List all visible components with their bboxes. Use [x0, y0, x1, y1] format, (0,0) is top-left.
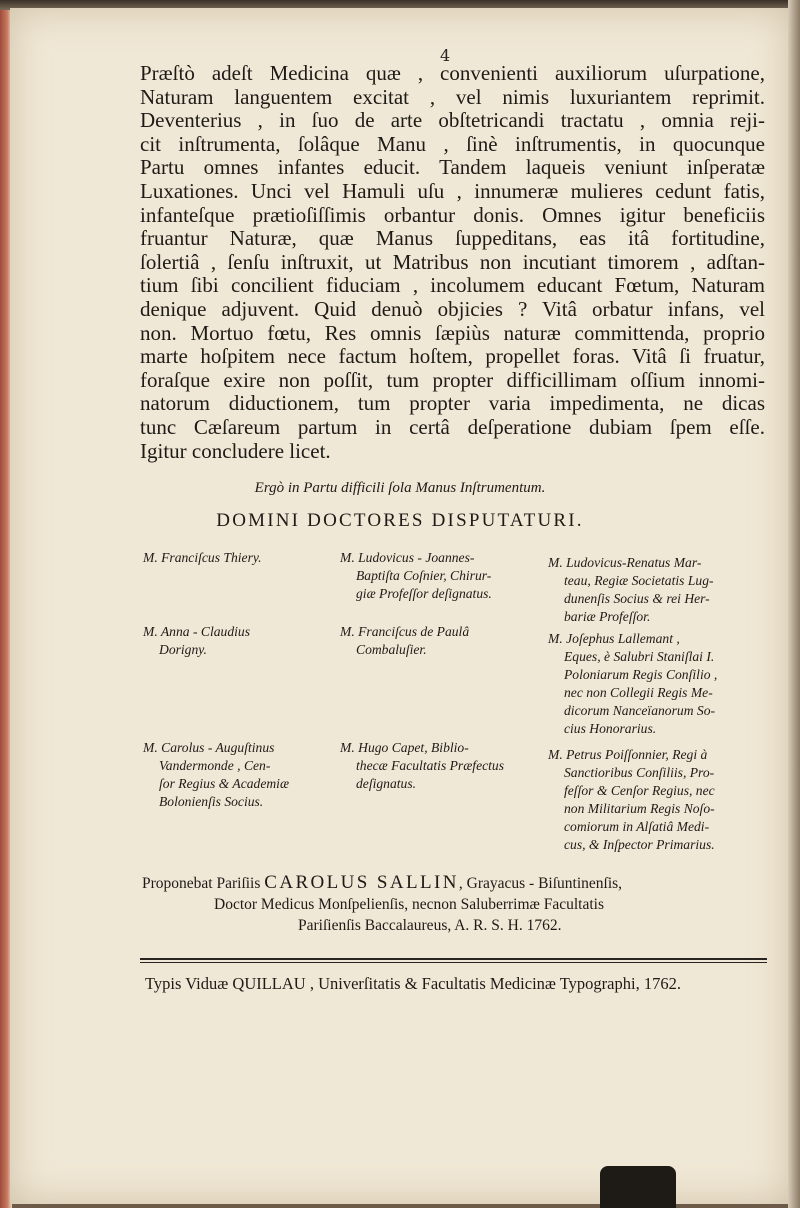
- doctor-line: bariæ Profeſſor.: [564, 609, 651, 624]
- body-line: cit inſtrumenta, ſolâque Manu , ſinè inſtrumentis, in quocunque: [140, 131, 765, 156]
- doctor-line: Poloniarum Regis Conſilio ,: [564, 667, 718, 682]
- doctor-line: M. Petrus Poiſſonnier, Regi à: [548, 747, 708, 762]
- doctor-line: Eques, è Salubri Staniſlai I.: [564, 649, 715, 664]
- body-line: foraſque exire non poſſit, tum propter difficillimam oſſium innomi-: [140, 367, 765, 392]
- body-line: Deventerius , in ſuo de arte obſtetricandi tractatu , omnia reji-: [140, 108, 765, 133]
- doctor-entry: [548, 746, 763, 854]
- doctors-heading: DOMINI DOCTORES DISPUTATURI.: [216, 510, 584, 531]
- doctor-entry: [548, 554, 763, 626]
- doctor-line: Dorigny.: [159, 642, 207, 657]
- author-name: CAROLUS SALLIN: [264, 872, 459, 893]
- doctor-line: giæ Profeſſor deſignatus.: [356, 586, 492, 601]
- doctor-line: comiorum in Alſatiâ Medi-: [564, 819, 710, 834]
- body-line: Præſtò adeſt Medicina quæ , convenienti auxiliorum uſurpatione,: [140, 61, 765, 85]
- doctor-entry: [340, 623, 555, 659]
- body-line: tunc Cæſareum partum in certâ deſperatione dubiam ſpem eſſe.: [140, 414, 765, 439]
- body-line: infanteſque prætioſiſſimis orbantur donis. Omnes igitur beneficiis: [140, 202, 765, 227]
- doctor-line: M. Joſephus Lallemant ,: [548, 631, 680, 646]
- doctor-line: Sanctioribus Conſiliis, Pro-: [564, 765, 715, 780]
- body-line: natorum diductionem, tum propter varia impedimenta, ne dicas: [140, 391, 765, 416]
- body-line: Luxationes. Unci vel Hamuli uſu , innumeræ mulieres cedunt fatis,: [140, 178, 765, 203]
- body-line: Igitur concludere licet.: [140, 438, 331, 463]
- body-line: fruantur Naturæ, quæ Manus ſuppeditans, eas itâ fortitudine,: [140, 226, 765, 251]
- doctor-line: cus, & Inſpector Primarius.: [564, 837, 715, 852]
- doctor-entry: [143, 549, 358, 567]
- body-line: marte hoſpitem nece factum hoſtem, propellet foras. Vitâ ſi fruatur,: [140, 344, 765, 369]
- doctor-entry: [340, 549, 555, 603]
- proponebat-line-1: [142, 872, 782, 894]
- doctor-line: feſſor & Cenſor Regius, nec: [564, 783, 715, 798]
- body-line: denique adjuvent. Quid denuò objicies ? Vitâ orbatur infans, vel: [140, 296, 765, 321]
- proponebat-block: [142, 872, 782, 936]
- doctor-line: M. Hugo Capet, Biblio-: [340, 740, 469, 755]
- proponebat-line-2: Doctor Medicus Monſpelienſis, necnon Saluberrimæ Facultatis: [214, 896, 605, 913]
- proponebat-line-3: Pariſienſis Baccalaureus, A. R. S. H. 1762.: [298, 917, 562, 934]
- library-stamp: [600, 1166, 676, 1208]
- doctor-line: M. Franciſcus de Paulâ: [340, 624, 470, 639]
- body-line: non. Mortuo fœtu, Res omnis ſæpiùs naturæ committenda, proprio: [140, 320, 765, 345]
- conclusion-line: Ergò in Partu difficili ſola Manus Inſtrumentum.: [254, 480, 546, 496]
- proponebat-origin: , Grayacus - Biſuntinenſis,: [458, 875, 623, 892]
- body-paragraph: [140, 62, 765, 463]
- printer-imprint: Typis Viduæ QUILLAU , Univerſitatis & Facultatis Medicinæ Typographi, 1762.: [145, 974, 681, 993]
- doctor-line: Baptiſta Coſnier, Chirur-: [356, 568, 492, 583]
- doctor-entry: [143, 623, 358, 659]
- doctor-line: ſor Regius & Academiæ: [159, 776, 290, 791]
- doctor-entry: [143, 739, 358, 811]
- doctor-line: thecæ Facultatis Præfectus: [356, 758, 504, 773]
- doctor-line: Combaluſier.: [356, 642, 427, 657]
- doctor-line: M. Anna - Claudius: [143, 624, 250, 639]
- doctor-line: M. Ludovicus-Renatus Mar-: [548, 555, 702, 570]
- doctor-line: teau, Regiæ Societatis Lug-: [564, 573, 714, 588]
- proponebat-prefix: Proponebat Pariſiis: [142, 875, 265, 892]
- doctor-line: Bolonienſis Socius.: [159, 794, 264, 809]
- doctor-line: M. Ludovicus - Joannes-: [340, 550, 475, 565]
- body-line: ſolertiâ , ſenſu inſtruxit, ut Matribus non incutiant timorem , adſtan-: [140, 249, 765, 274]
- doctor-line: deſignatus.: [356, 776, 417, 791]
- doctor-line: M. Carolus - Auguſtinus: [143, 740, 275, 755]
- body-line: tium ſibi concilient fiduciam , incolumem educant Fœtum, Naturam: [140, 273, 765, 298]
- doctor-entry: [548, 630, 763, 738]
- doctor-line: cius Honorarius.: [564, 721, 657, 736]
- doctor-line: M. Franciſcus Thiery.: [143, 550, 262, 565]
- page-edge-right: [788, 0, 800, 1208]
- divider-rule-thin: [140, 962, 767, 963]
- page-number: 4: [440, 46, 451, 65]
- doctor-line: dunenſis Socius & rei Her-: [564, 591, 710, 606]
- doctor-line: Vandermonde , Cen-: [159, 758, 271, 773]
- doctor-line: dicorum Nanceïanorum So-: [564, 703, 716, 718]
- divider-rule: [140, 958, 767, 960]
- body-line: Naturam languentem excitat , vel nimis luxuriantem reprimit.: [140, 84, 765, 109]
- doctor-line: nec non Collegii Regis Me-: [564, 685, 713, 700]
- body-line: Partu omnes infantes educit. Tandem laqueis veniunt inſperatæ: [140, 155, 765, 180]
- doctor-entry: [340, 739, 555, 793]
- doctor-line: non Militarium Regis Noſo-: [564, 801, 715, 816]
